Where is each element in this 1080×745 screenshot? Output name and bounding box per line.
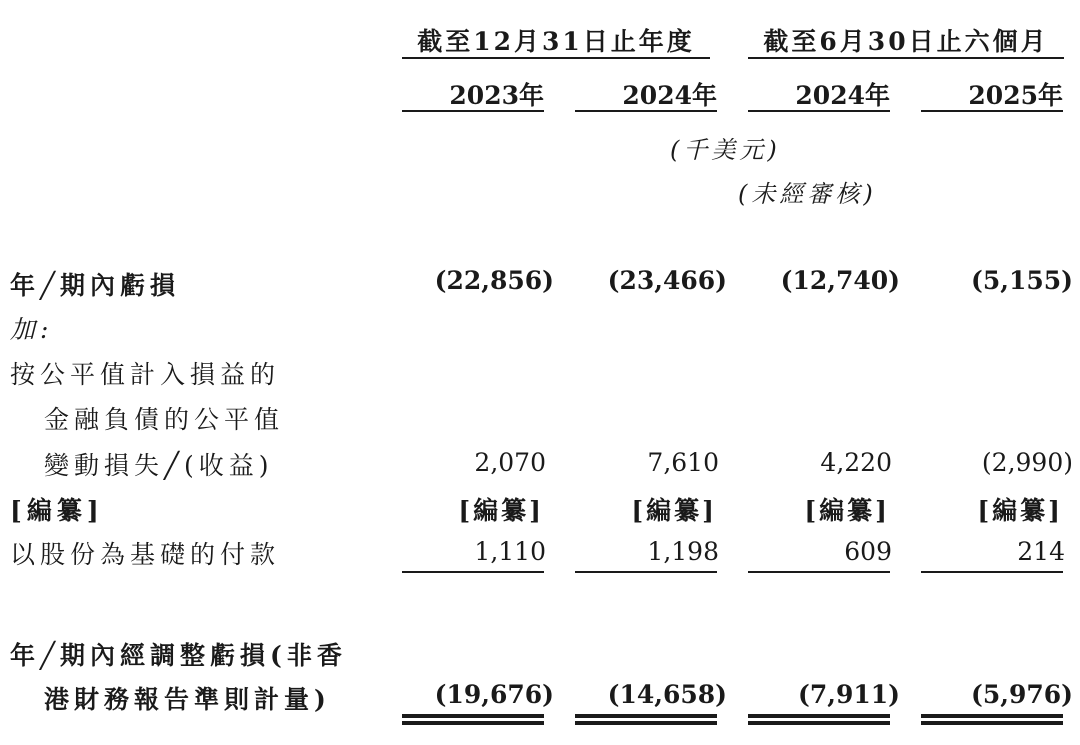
cell-fv-2023: 2,070 bbox=[474, 448, 546, 477]
cell-adj-2024-half: (7,911) bbox=[798, 680, 900, 709]
total-double-rule bbox=[575, 714, 717, 725]
header-half-group: 截至6月30日止六個月 bbox=[763, 27, 1049, 56]
cell-adj-2025-half: (5,976) bbox=[971, 680, 1073, 709]
currency-note: (千美元) bbox=[670, 136, 781, 164]
row-label-fv-line2: 金融負債的公平值 bbox=[44, 405, 285, 434]
cell-loss-2023: (22,856) bbox=[434, 266, 554, 295]
year-header-2025-half: 2025年 bbox=[968, 81, 1063, 110]
total-double-rule bbox=[921, 714, 1063, 725]
cell-fv-2025-half: (2,990) bbox=[981, 448, 1073, 477]
total-double-rule bbox=[402, 714, 544, 725]
row-label-sbc: 以股份為基礎的付款 bbox=[10, 540, 281, 569]
cell-sbc-2024: 1,198 bbox=[647, 537, 719, 566]
cell-adj-2023: (19,676) bbox=[434, 680, 554, 709]
cell-fv-2024: 7,610 bbox=[647, 448, 719, 477]
subtotal-rule bbox=[575, 571, 717, 573]
cell-loss-2025-half: (5,155) bbox=[971, 266, 1073, 295]
cell-loss-2024-half: (12,740) bbox=[780, 266, 900, 295]
year-header-2023: 2023年 bbox=[449, 81, 544, 110]
row-label-redacted: [編纂] bbox=[10, 496, 104, 525]
cell-adj-2024: (14,658) bbox=[607, 680, 727, 709]
year-rule bbox=[748, 110, 890, 112]
cell-redacted-2024: [編纂] bbox=[631, 496, 717, 525]
year-rule bbox=[921, 110, 1063, 112]
total-double-rule bbox=[748, 714, 890, 725]
row-label-adj-line1: 年╱期內經調整虧損(非香 bbox=[10, 641, 347, 670]
row-label-loss: 年╱期內虧損 bbox=[10, 271, 181, 300]
subtotal-rule bbox=[921, 571, 1063, 573]
year-rule bbox=[575, 110, 717, 112]
cell-redacted-2025-half: [編纂] bbox=[977, 496, 1063, 525]
cell-redacted-2023: [編纂] bbox=[458, 496, 544, 525]
row-label-adj: 港財務報告準則計量) bbox=[44, 685, 331, 714]
header-rule bbox=[402, 57, 710, 59]
year-header-2024-half: 2024年 bbox=[795, 81, 890, 110]
cell-sbc-2024-half: 609 bbox=[844, 537, 892, 566]
header-year-group: 截至12月31日止年度 bbox=[417, 27, 695, 56]
row-label-fv: 變動損失╱(收益) bbox=[44, 451, 274, 480]
year-rule bbox=[402, 110, 544, 112]
subtotal-rule bbox=[748, 571, 890, 573]
cell-loss-2024: (23,466) bbox=[607, 266, 727, 295]
row-label-fv-line1: 按公平值計入損益的 bbox=[10, 360, 281, 389]
header-rule bbox=[748, 57, 1064, 59]
cell-sbc-2023: 1,110 bbox=[474, 537, 546, 566]
row-label-add: 加: bbox=[10, 315, 54, 344]
year-header-2024: 2024年 bbox=[622, 81, 717, 110]
subtotal-rule bbox=[402, 571, 544, 573]
unaudited-note: (未經審核) bbox=[738, 180, 877, 208]
cell-fv-2024-half: 4,220 bbox=[820, 448, 892, 477]
cell-sbc-2025-half: 214 bbox=[1017, 537, 1065, 566]
cell-redacted-2024-half: [編纂] bbox=[804, 496, 890, 525]
